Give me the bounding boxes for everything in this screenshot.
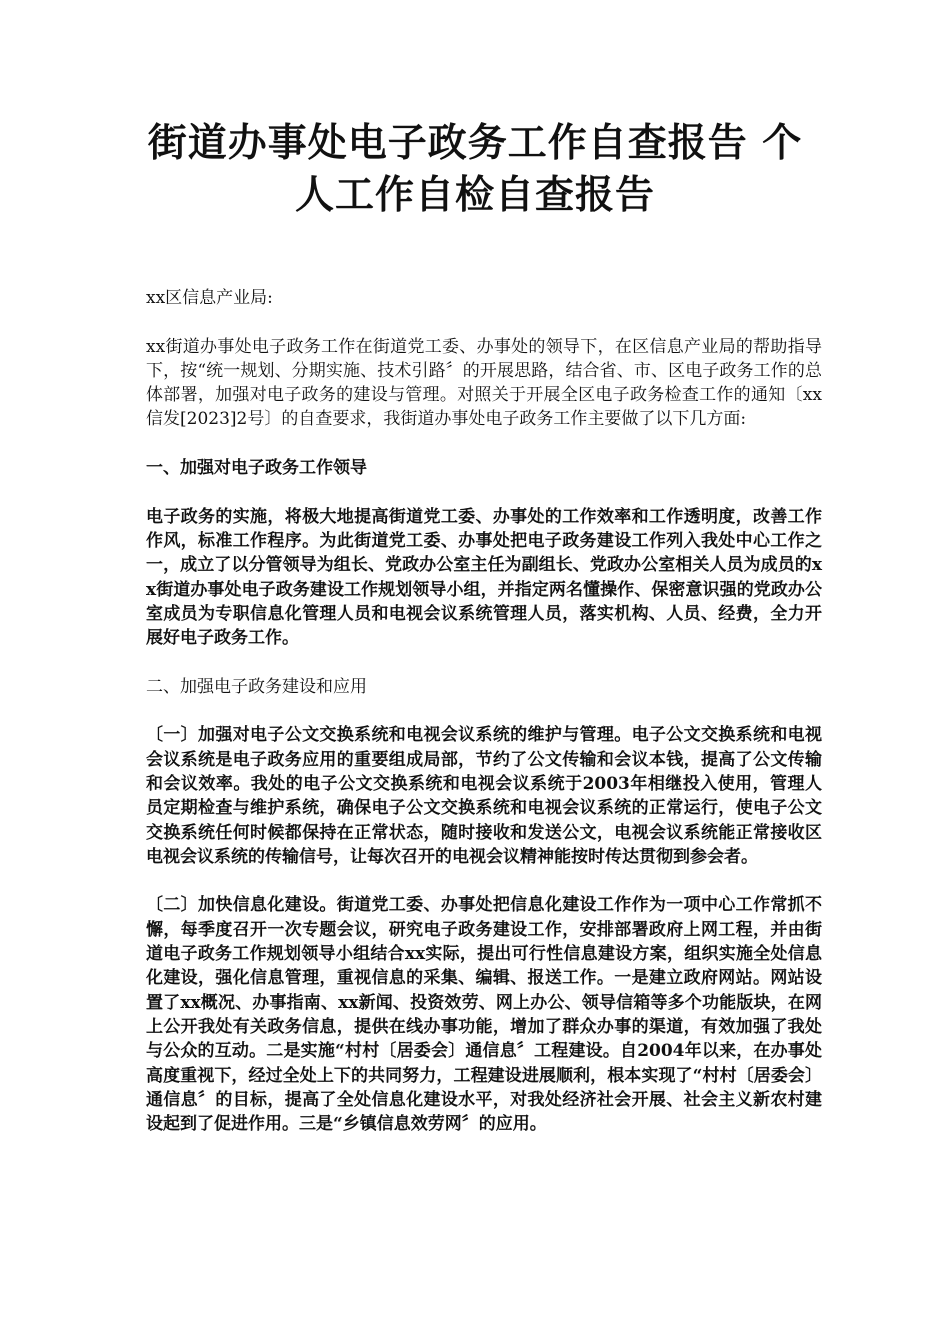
- section-2-item-2: 〔二〕加快信息化建设。街道党工委、办事处把信息化建设工作作为一项中心工作常抓不懈，每季度召开一次专题会议，研究电子政务建设工作，安排部署政府上网工程，并由街道电子政务工作规划领导小组结合xx实际，提出可行性信息建设方案，组织实施全处信息化建设，强化信息管理，重视信息的采集、编辑、报送工作。一是建立政府网站。网站设置了xx概况、办事指南、xx新闻、投资效劳、网上办公、领导信箱等多个功能版块，在网上公开我处有关政务信息，提供在线办事功能，增加了群众办事的渠道，有效加强了我处与公众的互动。二是实施“村村〔居委会〕通信息〞工程建设。自2004年以来，在办事处高度重视下，经过全处上下的共同努力，工程建设进展顺利，根本实现了“村村〔居委会〕通信息〞的目标，提高了全处信息化建设水平，对我处经济社会开展、社会主义新农村建设起到了促进作用。三是“乡镇信息效劳网〞的应用。: [146, 895, 822, 1135]
- section-2-item-1: 〔一〕加强对电子公文交换系统和电视会议系统的维护与管理。电子公文交换系统和电视会议系统是电子政务应用的重要组成局部，节约了公文传输和会议本钱，提高了公文传输和会议效率。我处的电子公文交换系统和电视会议系统于2003年相继投入使用，管理人员定期检查与维护系统，确保电子公文交换系统和电视会议系统的正常运行，使电子公文交换系统任何时候都保持在正常状态，随时接收和发送公文，电视会议系统能正常接收区电视会议系统的传输信号，让每次召开的电视会议精神能按时传达贯彻到参会者。: [146, 725, 822, 867]
- section-1-heading: 一、加强对电子政务工作领导: [146, 458, 367, 479]
- paragraph-gap: [146, 310, 822, 334]
- addressee-line: xx区信息产业局:: [146, 288, 273, 308]
- document-title: 街道办事处电子政务工作自查报告 个人工作自检自查报告: [147, 120, 803, 218]
- document-body: [146, 286, 822, 1136]
- paragraph-gap: [146, 699, 822, 723]
- paragraph-gap: [146, 480, 822, 504]
- paragraph-gap: [146, 869, 822, 893]
- paragraph-gap: [146, 650, 822, 674]
- section-1-body: 电子政务的实施，将极大地提高街道党工委、办事处的工作效率和工作透明度，改善工作作风，标准工作程序。为此街道党工委、办事处把电子政务建设工作列入我处中心工作之一，成立了以分管领导为组长、党政办公室主任为副组长、党政办公室相关人员为成员的xx街道办事处电子政务建设工作规划领导小组，并指定两名懂操作、保密意识强的党政办公室成员为专职信息化管理人员和电视会议系统管理人员，落实机构、人员、经费，全力开展好电子政务工作。: [146, 506, 822, 649]
- paragraph-gap: [146, 432, 822, 456]
- section-2-heading: 二、加强电子政务建设和应用: [146, 676, 367, 697]
- intro-paragraph: xx街道办事处电子政务工作在街道党工委、办事处的领导下，在区信息产业局的帮助指导下，按“统一规划、分期实施、技术引路〞的开展思路，结合省、市、区电子政务工作的总体部署，加强对电子政务的建设与管理。对照关于开展全区电子政务检查工作的通知〔xx信发[2023]2号〕的自查要求，我街道办事处电子政务工作主要做了以下几方面:: [146, 336, 822, 430]
